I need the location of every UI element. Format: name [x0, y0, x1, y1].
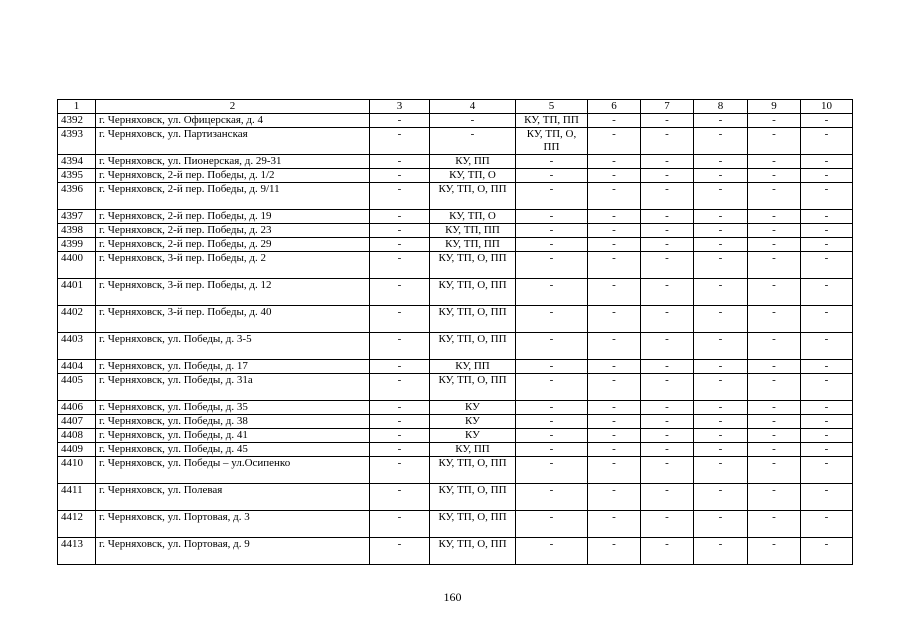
- row-number-cell: 4393: [58, 128, 96, 155]
- col-6-cell: -: [588, 169, 641, 183]
- col-3-cell: -: [370, 511, 430, 538]
- col-8-cell: -: [694, 374, 748, 401]
- col-5-cell: -: [516, 238, 588, 252]
- col-9-cell: -: [748, 238, 801, 252]
- col-4-cell: КУ, ТП, ПП: [430, 238, 516, 252]
- col-4-cell: КУ, ПП: [430, 155, 516, 169]
- col-8-cell: -: [694, 128, 748, 155]
- col-4-cell: КУ, ТП, О, ПП: [430, 306, 516, 333]
- col-5-cell: -: [516, 306, 588, 333]
- row-number-cell: 4407: [58, 415, 96, 429]
- col-8-cell: -: [694, 210, 748, 224]
- col-7-cell: -: [641, 128, 694, 155]
- col-5-cell: -: [516, 538, 588, 565]
- column-number-2: 2: [96, 100, 370, 114]
- row-number-cell: 4403: [58, 333, 96, 360]
- address-cell: г. Черняховск, ул. Офицерская, д. 4: [96, 114, 370, 128]
- table-row: [58, 415, 853, 429]
- col-3-cell: -: [370, 333, 430, 360]
- col-8-cell: -: [694, 224, 748, 238]
- col-5-cell: -: [516, 457, 588, 484]
- col-10-cell: -: [801, 306, 853, 333]
- col-5-cell: -: [516, 210, 588, 224]
- col-3-cell: -: [370, 484, 430, 511]
- col-3-cell: -: [370, 360, 430, 374]
- col-3-cell: -: [370, 374, 430, 401]
- row-number-cell: 4396: [58, 183, 96, 210]
- col-9-cell: -: [748, 128, 801, 155]
- col-9-cell: -: [748, 155, 801, 169]
- col-7-cell: -: [641, 183, 694, 210]
- col-9-cell: -: [748, 279, 801, 306]
- col-9-cell: -: [748, 210, 801, 224]
- row-number-cell: 4402: [58, 306, 96, 333]
- table-row: [58, 252, 853, 279]
- col-6-cell: -: [588, 401, 641, 415]
- col-5-cell: -: [516, 484, 588, 511]
- table-row: [58, 429, 853, 443]
- address-cell: г. Черняховск, ул. Победы – ул.Осипенко: [96, 457, 370, 484]
- col-7-cell: -: [641, 333, 694, 360]
- col-8-cell: -: [694, 457, 748, 484]
- col-7-cell: -: [641, 224, 694, 238]
- col-6-cell: -: [588, 333, 641, 360]
- col-4-cell: КУ: [430, 401, 516, 415]
- column-number-4: 4: [430, 100, 516, 114]
- col-6-cell: -: [588, 183, 641, 210]
- col-3-cell: -: [370, 224, 430, 238]
- col-5-cell: -: [516, 169, 588, 183]
- data-table: [57, 99, 853, 565]
- col-9-cell: -: [748, 415, 801, 429]
- col-10-cell: -: [801, 128, 853, 155]
- col-7-cell: -: [641, 457, 694, 484]
- col-9-cell: -: [748, 333, 801, 360]
- col-6-cell: -: [588, 374, 641, 401]
- row-number-cell: 4401: [58, 279, 96, 306]
- col-3-cell: -: [370, 443, 430, 457]
- col-9-cell: -: [748, 401, 801, 415]
- col-3-cell: -: [370, 415, 430, 429]
- col-8-cell: -: [694, 169, 748, 183]
- col-6-cell: -: [588, 306, 641, 333]
- col-7-cell: -: [641, 306, 694, 333]
- col-10-cell: -: [801, 374, 853, 401]
- col-9-cell: -: [748, 252, 801, 279]
- column-number-8: 8: [694, 100, 748, 114]
- column-number-9: 9: [748, 100, 801, 114]
- col-7-cell: -: [641, 252, 694, 279]
- col-3-cell: -: [370, 183, 430, 210]
- col-8-cell: -: [694, 279, 748, 306]
- table-row: [58, 210, 853, 224]
- col-7-cell: -: [641, 155, 694, 169]
- col-8-cell: -: [694, 252, 748, 279]
- col-7-cell: -: [641, 401, 694, 415]
- table-row: [58, 238, 853, 252]
- col-6-cell: -: [588, 538, 641, 565]
- col-8-cell: -: [694, 443, 748, 457]
- row-number-cell: 4405: [58, 374, 96, 401]
- col-5-cell: -: [516, 443, 588, 457]
- col-10-cell: -: [801, 224, 853, 238]
- col-8-cell: -: [694, 306, 748, 333]
- col-4-cell: КУ, ТП, О: [430, 210, 516, 224]
- col-7-cell: -: [641, 360, 694, 374]
- table-row: [58, 306, 853, 333]
- address-cell: г. Черняховск, ул. Полевая: [96, 484, 370, 511]
- table-row: [58, 511, 853, 538]
- table-row: [58, 169, 853, 183]
- row-number-cell: 4394: [58, 155, 96, 169]
- column-number-7: 7: [641, 100, 694, 114]
- col-8-cell: -: [694, 360, 748, 374]
- col-7-cell: -: [641, 279, 694, 306]
- row-number-cell: 4413: [58, 538, 96, 565]
- address-cell: г. Черняховск, 3-й пер. Победы, д. 2: [96, 252, 370, 279]
- col-3-cell: -: [370, 429, 430, 443]
- col-4-cell: КУ, ТП, О: [430, 169, 516, 183]
- column-number-row: [58, 100, 853, 114]
- column-number-5: 5: [516, 100, 588, 114]
- col-6-cell: -: [588, 238, 641, 252]
- col-5-cell: -: [516, 333, 588, 360]
- col-5-cell: -: [516, 415, 588, 429]
- col-10-cell: -: [801, 183, 853, 210]
- col-7-cell: -: [641, 374, 694, 401]
- col-6-cell: -: [588, 457, 641, 484]
- col-5-cell: -: [516, 224, 588, 238]
- table-row: [58, 538, 853, 565]
- address-cell: г. Черняховск, ул. Победы, д. 3-5: [96, 333, 370, 360]
- row-number-cell: 4395: [58, 169, 96, 183]
- col-4-cell: КУ, ТП, О, ПП: [430, 183, 516, 210]
- column-number-6: 6: [588, 100, 641, 114]
- col-9-cell: -: [748, 114, 801, 128]
- col-8-cell: -: [694, 415, 748, 429]
- col-4-cell: КУ, ПП: [430, 360, 516, 374]
- col-7-cell: -: [641, 429, 694, 443]
- table-row: [58, 114, 853, 128]
- col-5-cell: -: [516, 429, 588, 443]
- col-4-cell: КУ, ТП, О, ПП: [430, 374, 516, 401]
- col-8-cell: -: [694, 114, 748, 128]
- col-8-cell: -: [694, 484, 748, 511]
- col-10-cell: -: [801, 210, 853, 224]
- col-7-cell: -: [641, 538, 694, 565]
- col-6-cell: -: [588, 360, 641, 374]
- address-cell: г. Черняховск, ул. Партизанская: [96, 128, 370, 155]
- col-9-cell: -: [748, 484, 801, 511]
- row-number-cell: 4399: [58, 238, 96, 252]
- col-9-cell: -: [748, 429, 801, 443]
- col-4-cell: КУ: [430, 429, 516, 443]
- col-7-cell: -: [641, 210, 694, 224]
- table-body: [58, 100, 853, 565]
- col-8-cell: -: [694, 183, 748, 210]
- col-8-cell: -: [694, 511, 748, 538]
- table-row: [58, 457, 853, 484]
- col-10-cell: -: [801, 360, 853, 374]
- col-5-cell: -: [516, 401, 588, 415]
- col-6-cell: -: [588, 155, 641, 169]
- col-9-cell: -: [748, 224, 801, 238]
- row-number-cell: 4409: [58, 443, 96, 457]
- address-cell: г. Черняховск, 2-й пер. Победы, д. 19: [96, 210, 370, 224]
- col-6-cell: -: [588, 114, 641, 128]
- col-4-cell: КУ, ПП: [430, 443, 516, 457]
- col-9-cell: -: [748, 443, 801, 457]
- col-5-cell: -: [516, 279, 588, 306]
- col-9-cell: -: [748, 169, 801, 183]
- col-6-cell: -: [588, 252, 641, 279]
- col-5-cell: -: [516, 183, 588, 210]
- table-row: [58, 443, 853, 457]
- column-number-10: 10: [801, 100, 853, 114]
- col-6-cell: -: [588, 443, 641, 457]
- table-row: [58, 183, 853, 210]
- col-9-cell: -: [748, 183, 801, 210]
- col-9-cell: -: [748, 538, 801, 565]
- col-3-cell: -: [370, 538, 430, 565]
- col-4-cell: КУ, ТП, О, ПП: [430, 457, 516, 484]
- col-4-cell: КУ, ТП, О, ПП: [430, 511, 516, 538]
- address-cell: г. Черняховск, 2-й пер. Победы, д. 1/2: [96, 169, 370, 183]
- table-row: [58, 279, 853, 306]
- col-6-cell: -: [588, 429, 641, 443]
- address-cell: г. Черняховск, ул. Портовая, д. 3: [96, 511, 370, 538]
- col-9-cell: -: [748, 306, 801, 333]
- col-5-cell: -: [516, 374, 588, 401]
- col-4-cell: КУ: [430, 415, 516, 429]
- row-number-cell: 4400: [58, 252, 96, 279]
- col-10-cell: -: [801, 511, 853, 538]
- col-3-cell: -: [370, 155, 430, 169]
- address-cell: г. Черняховск, 2-й пер. Победы, д. 23: [96, 224, 370, 238]
- col-9-cell: -: [748, 511, 801, 538]
- address-cell: г. Черняховск, 2-й пер. Победы, д. 9/11: [96, 183, 370, 210]
- col-3-cell: -: [370, 306, 430, 333]
- row-number-cell: 4397: [58, 210, 96, 224]
- col-5-cell: -: [516, 511, 588, 538]
- col-4-cell: КУ, ТП, О, ПП: [430, 279, 516, 306]
- col-6-cell: -: [588, 484, 641, 511]
- col-9-cell: -: [748, 457, 801, 484]
- col-10-cell: -: [801, 238, 853, 252]
- col-8-cell: -: [694, 401, 748, 415]
- col-3-cell: -: [370, 457, 430, 484]
- row-number-cell: 4411: [58, 484, 96, 511]
- col-5-cell: -: [516, 360, 588, 374]
- row-number-cell: 4408: [58, 429, 96, 443]
- col-10-cell: -: [801, 415, 853, 429]
- col-7-cell: -: [641, 114, 694, 128]
- row-number-cell: 4406: [58, 401, 96, 415]
- col-5-cell: -: [516, 155, 588, 169]
- address-cell: г. Черняховск, ул. Победы, д. 38: [96, 415, 370, 429]
- col-6-cell: -: [588, 511, 641, 538]
- address-cell: г. Черняховск, ул. Пионерская, д. 29-31: [96, 155, 370, 169]
- table-row: [58, 128, 853, 155]
- col-5-cell: -: [516, 252, 588, 279]
- col-4-cell: -: [430, 128, 516, 155]
- address-cell: г. Черняховск, ул. Победы, д. 17: [96, 360, 370, 374]
- col-10-cell: -: [801, 443, 853, 457]
- table-row: [58, 374, 853, 401]
- column-number-3: 3: [370, 100, 430, 114]
- col-5-cell: КУ, ТП, О, ПП: [516, 128, 588, 155]
- col-10-cell: -: [801, 401, 853, 415]
- address-cell: г. Черняховск, ул. Победы, д. 45: [96, 443, 370, 457]
- row-number-cell: 4392: [58, 114, 96, 128]
- address-cell: г. Черняховск, 2-й пер. Победы, д. 29: [96, 238, 370, 252]
- address-cell: г. Черняховск, ул. Победы, д. 35: [96, 401, 370, 415]
- col-10-cell: -: [801, 457, 853, 484]
- col-3-cell: -: [370, 114, 430, 128]
- col-3-cell: -: [370, 279, 430, 306]
- col-7-cell: -: [641, 169, 694, 183]
- col-10-cell: -: [801, 155, 853, 169]
- col-10-cell: -: [801, 538, 853, 565]
- address-cell: г. Черняховск, ул. Портовая, д. 9: [96, 538, 370, 565]
- table-row: [58, 360, 853, 374]
- col-10-cell: -: [801, 279, 853, 306]
- row-number-cell: 4398: [58, 224, 96, 238]
- address-cell: г. Черняховск, ул. Победы, д. 41: [96, 429, 370, 443]
- page-number: 160: [443, 590, 462, 604]
- row-number-cell: 4404: [58, 360, 96, 374]
- col-4-cell: КУ, ТП, О, ПП: [430, 484, 516, 511]
- col-10-cell: -: [801, 114, 853, 128]
- col-3-cell: -: [370, 252, 430, 279]
- table-row: [58, 333, 853, 360]
- col-9-cell: -: [748, 374, 801, 401]
- col-10-cell: -: [801, 484, 853, 511]
- col-10-cell: -: [801, 252, 853, 279]
- col-6-cell: -: [588, 224, 641, 238]
- col-8-cell: -: [694, 333, 748, 360]
- col-6-cell: -: [588, 210, 641, 224]
- table-row: [58, 401, 853, 415]
- col-8-cell: -: [694, 238, 748, 252]
- row-number-cell: 4412: [58, 511, 96, 538]
- col-7-cell: -: [641, 443, 694, 457]
- col-4-cell: -: [430, 114, 516, 128]
- address-cell: г. Черняховск, ул. Победы, д. 31а: [96, 374, 370, 401]
- col-7-cell: -: [641, 511, 694, 538]
- column-number-1: 1: [58, 100, 96, 114]
- col-4-cell: КУ, ТП, О, ПП: [430, 333, 516, 360]
- table-row: [58, 155, 853, 169]
- col-8-cell: -: [694, 155, 748, 169]
- col-3-cell: -: [370, 401, 430, 415]
- col-4-cell: КУ, ТП, О, ПП: [430, 252, 516, 279]
- table-row: [58, 224, 853, 238]
- col-10-cell: -: [801, 429, 853, 443]
- row-number-cell: 4410: [58, 457, 96, 484]
- col-7-cell: -: [641, 238, 694, 252]
- col-3-cell: -: [370, 210, 430, 224]
- col-3-cell: -: [370, 238, 430, 252]
- col-10-cell: -: [801, 169, 853, 183]
- col-3-cell: -: [370, 128, 430, 155]
- col-4-cell: КУ, ТП, ПП: [430, 224, 516, 238]
- col-8-cell: -: [694, 538, 748, 565]
- col-7-cell: -: [641, 484, 694, 511]
- col-6-cell: -: [588, 279, 641, 306]
- col-8-cell: -: [694, 429, 748, 443]
- col-5-cell: КУ, ТП, ПП: [516, 114, 588, 128]
- table-row: [58, 484, 853, 511]
- address-cell: г. Черняховск, 3-й пер. Победы, д. 12: [96, 279, 370, 306]
- col-4-cell: КУ, ТП, О, ПП: [430, 538, 516, 565]
- col-7-cell: -: [641, 415, 694, 429]
- col-10-cell: -: [801, 333, 853, 360]
- col-9-cell: -: [748, 360, 801, 374]
- col-6-cell: -: [588, 415, 641, 429]
- address-cell: г. Черняховск, 3-й пер. Победы, д. 40: [96, 306, 370, 333]
- col-3-cell: -: [370, 169, 430, 183]
- col-6-cell: -: [588, 128, 641, 155]
